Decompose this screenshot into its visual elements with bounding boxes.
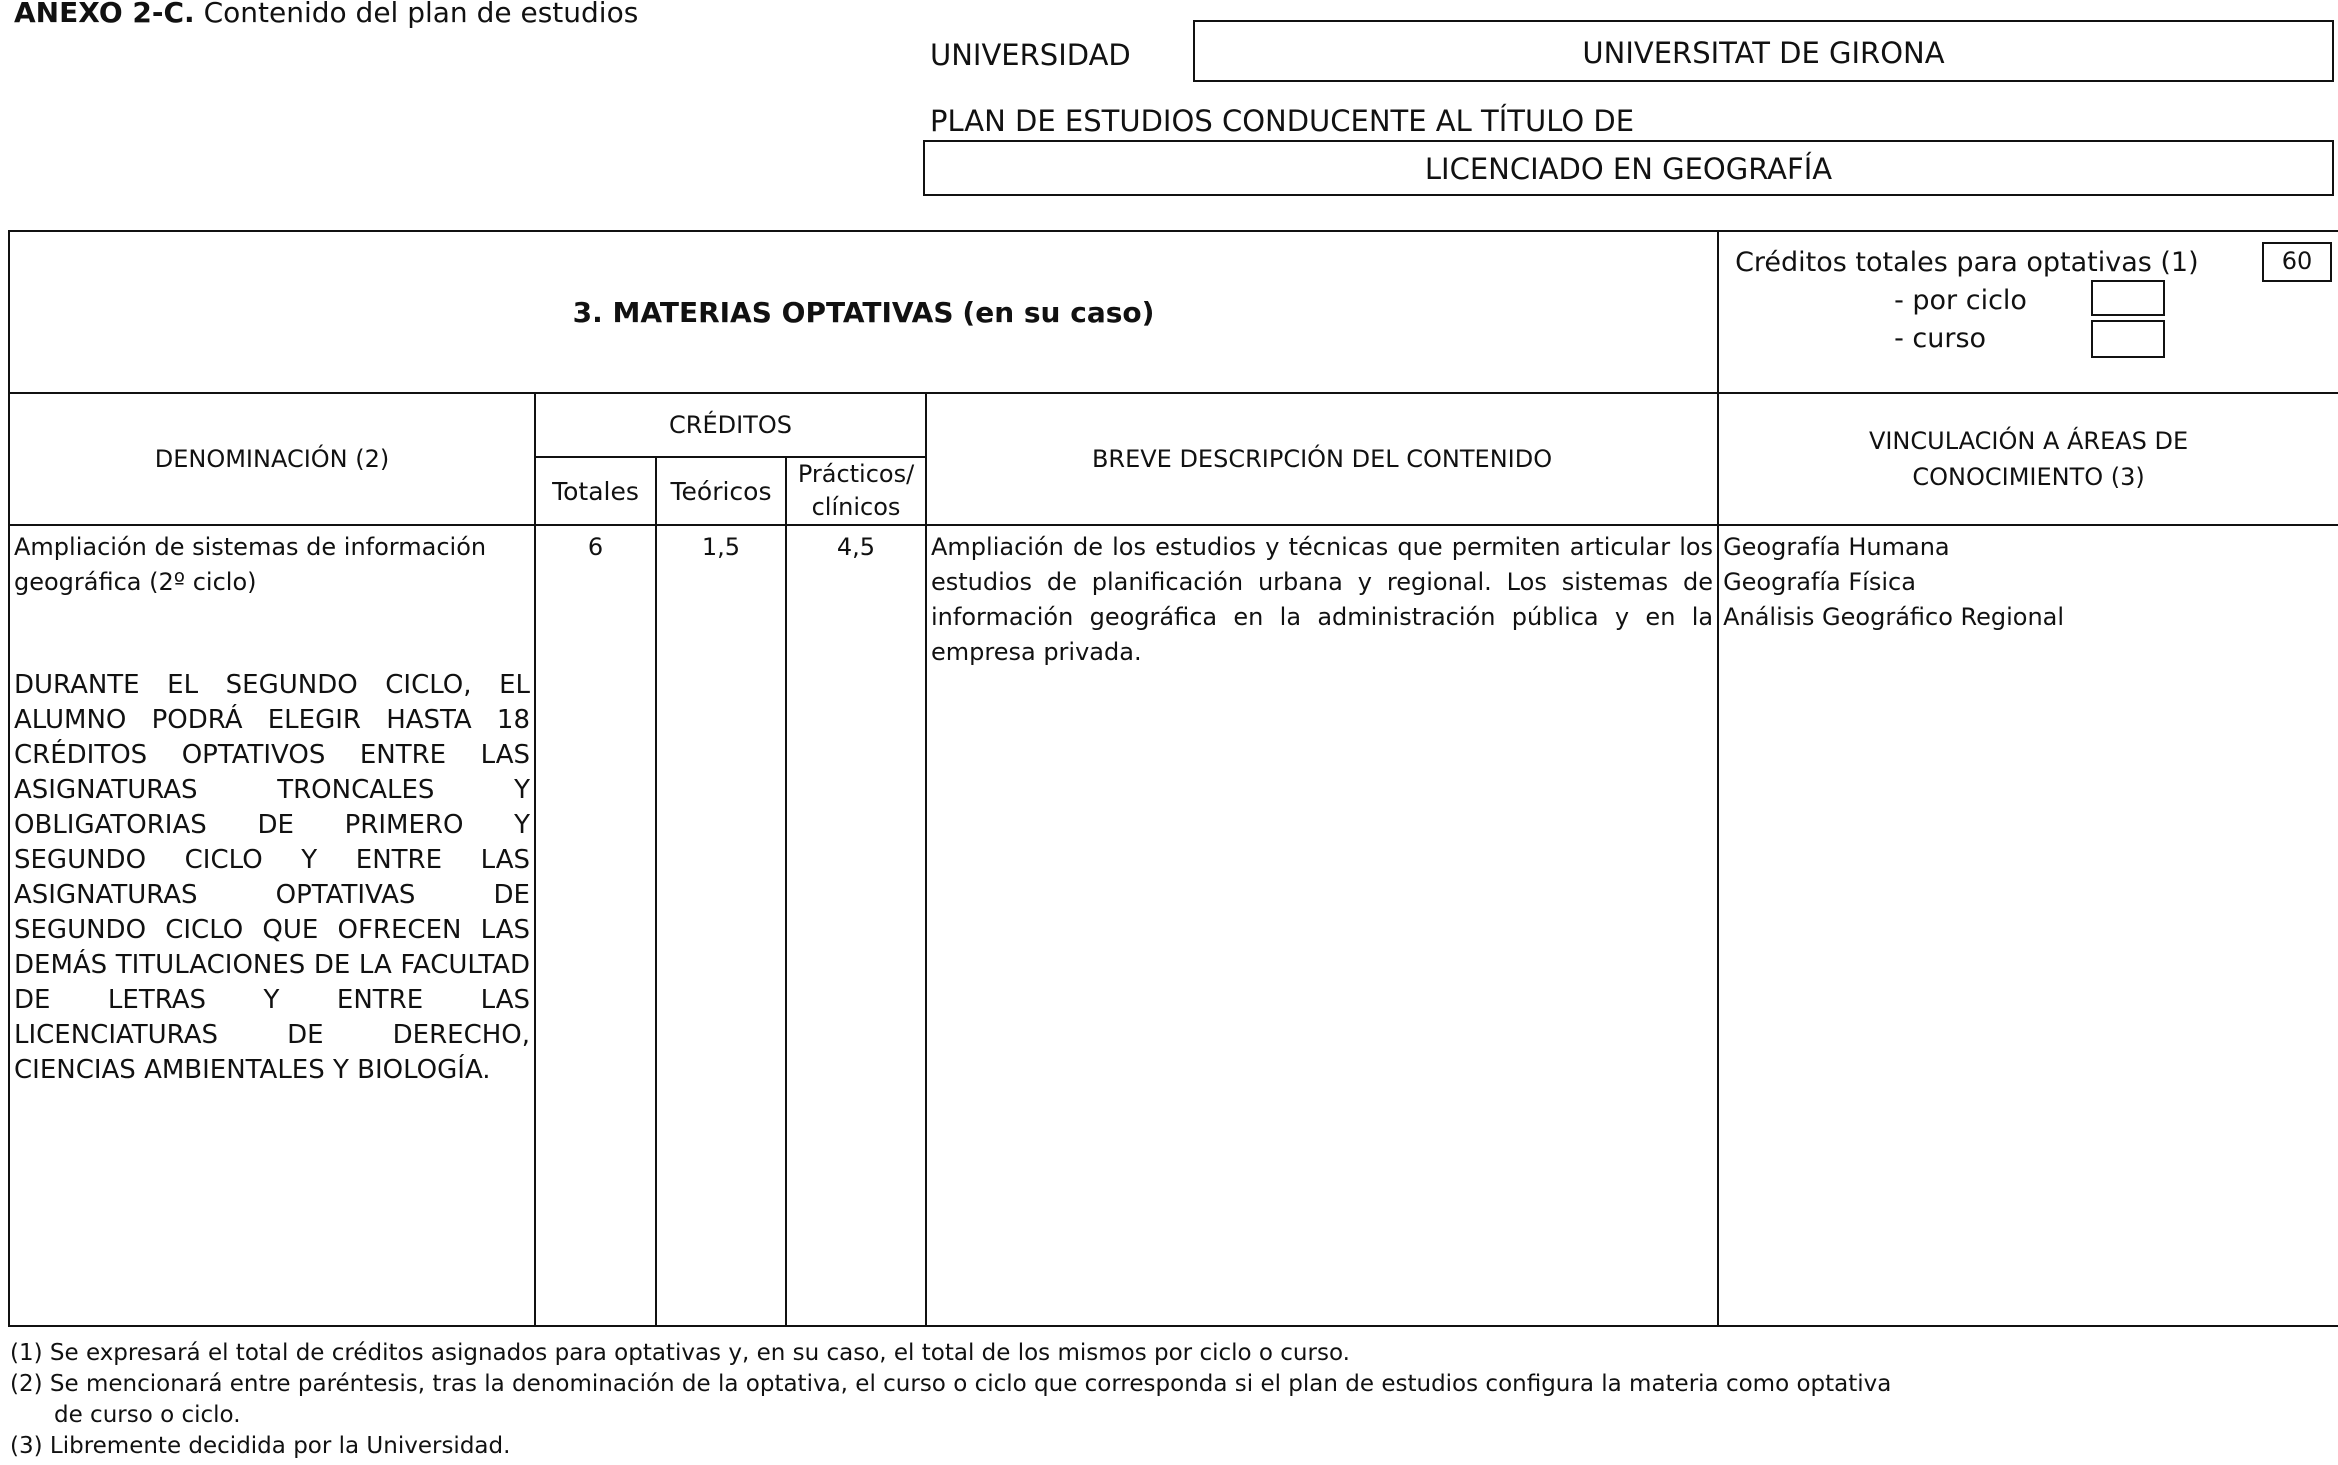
plan-box xyxy=(923,140,2334,196)
header-vinculacion-line2: CONOCIMIENTO (3) xyxy=(1912,463,2145,491)
header-practicos-line1: Prácticos/ xyxy=(797,460,915,488)
university-label: UNIVERSIDAD xyxy=(930,38,1131,72)
plan-label: PLAN DE ESTUDIOS CONDUCENTE AL TÍTULO DE xyxy=(930,104,1635,138)
header-totales: Totales xyxy=(535,457,656,525)
header-creditos: CRÉDITOS xyxy=(535,393,926,457)
footnote-3: (3) Libremente decidida por la Universidad. xyxy=(10,1433,511,1459)
university-box xyxy=(1193,20,2334,82)
header-vinculacion xyxy=(1718,393,2338,525)
credits-practicos: 4,5 xyxy=(786,525,926,1326)
credits-totales: 6 xyxy=(535,525,656,1326)
credits-teoricos: 1,5 xyxy=(656,525,786,1326)
plan-value: LICENCIADO EN GEOGRAFÍA xyxy=(1424,152,1833,186)
footnote-2: (2) Se mencionará entre paréntesis, tras la denominación de la optativa, el curso o ciclo que corresponda si el plan de estudios configura la materia como optativa xyxy=(10,1371,1892,1397)
header-denominacion: DENOMINACIÓN (2) xyxy=(9,393,535,525)
per-cycle-box xyxy=(2091,280,2165,316)
university-value: UNIVERSITAT DE GIRONA xyxy=(1582,36,1945,70)
elective-note: DURANTE EL SEGUNDO CICLO, EL ALUMNO PODRÁ ELEGIR HASTA 18 CRÉDITOS OPTATIVOS ENTRE LAS ASIGNATURAS TRONCALES Y OBLIGATORIAS DE PRIMERO Y SEGUNDO CICLO Y ENTRE LAS ASIGNATURAS OPTATIVAS DE SEGUNDO CICLO QUE OFRECEN LAS DEMÁS TITULACIONES DE LA FACULTAD DE LETRAS Y ENTRE LAS LICENCIATURAS DE DERECHO, CIENCIAS AMBIENTALES Y BIOLOGÍA. xyxy=(14,670,530,1085)
header-practicos-line2: clínicos xyxy=(811,493,901,521)
footnote-2-cont: de curso o ciclo. xyxy=(54,1402,241,1428)
table-row xyxy=(9,525,2338,1326)
area-item: Análisis Geográfico Regional xyxy=(1723,603,2065,631)
subject-description: Ampliación de los estudios y técnicas que permiten articular los estudios de planificación urbana y regional. Los sistemas de información geográfica en la administración pública y en la empresa privada. xyxy=(926,525,1718,1326)
credits-total-box xyxy=(2262,242,2332,282)
course-box xyxy=(2091,320,2165,358)
credits-total-value: 60 xyxy=(2281,247,2313,275)
subjects-table xyxy=(8,230,2338,1327)
subject-cell xyxy=(9,525,535,1326)
footnote-1: (1) Se expresará el total de créditos asignados para optativas y, en su caso, el total de los mismos por ciclo o curso. xyxy=(10,1340,1350,1366)
area-item: Geografía Humana xyxy=(1723,533,1950,561)
header-descripcion: BREVE DESCRIPCIÓN DEL CONTENIDO xyxy=(926,393,1718,525)
header-practicos xyxy=(786,457,926,525)
annex-prefix: ANEXO 2-C. xyxy=(14,0,195,29)
areas-cell xyxy=(1718,525,2338,1326)
section-title: 3. MATERIAS OPTATIVAS xyxy=(572,295,954,329)
annex-title: Contenido del plan de estudios xyxy=(203,0,639,29)
per-cycle-label: - por ciclo xyxy=(1894,285,2027,316)
area-item: Geografía Física xyxy=(1723,568,1916,596)
header-vinculacion-line1: VINCULACIÓN A ÁREAS DE xyxy=(1868,427,2189,455)
annex-heading xyxy=(14,0,638,30)
credits-total-label: Créditos totales para optativas (1) xyxy=(1735,247,2199,278)
credits-summary-cell xyxy=(1718,231,2338,393)
section-title-cell xyxy=(9,231,1718,393)
footnotes xyxy=(10,1338,2310,1462)
subject-name: Ampliación de sistemas de información geográfica (2º ciclo) xyxy=(14,533,487,596)
header-teoricos: Teóricos xyxy=(656,457,786,525)
course-label: - curso xyxy=(1894,323,1987,354)
section-subtitle: (en su caso) xyxy=(962,295,1155,329)
